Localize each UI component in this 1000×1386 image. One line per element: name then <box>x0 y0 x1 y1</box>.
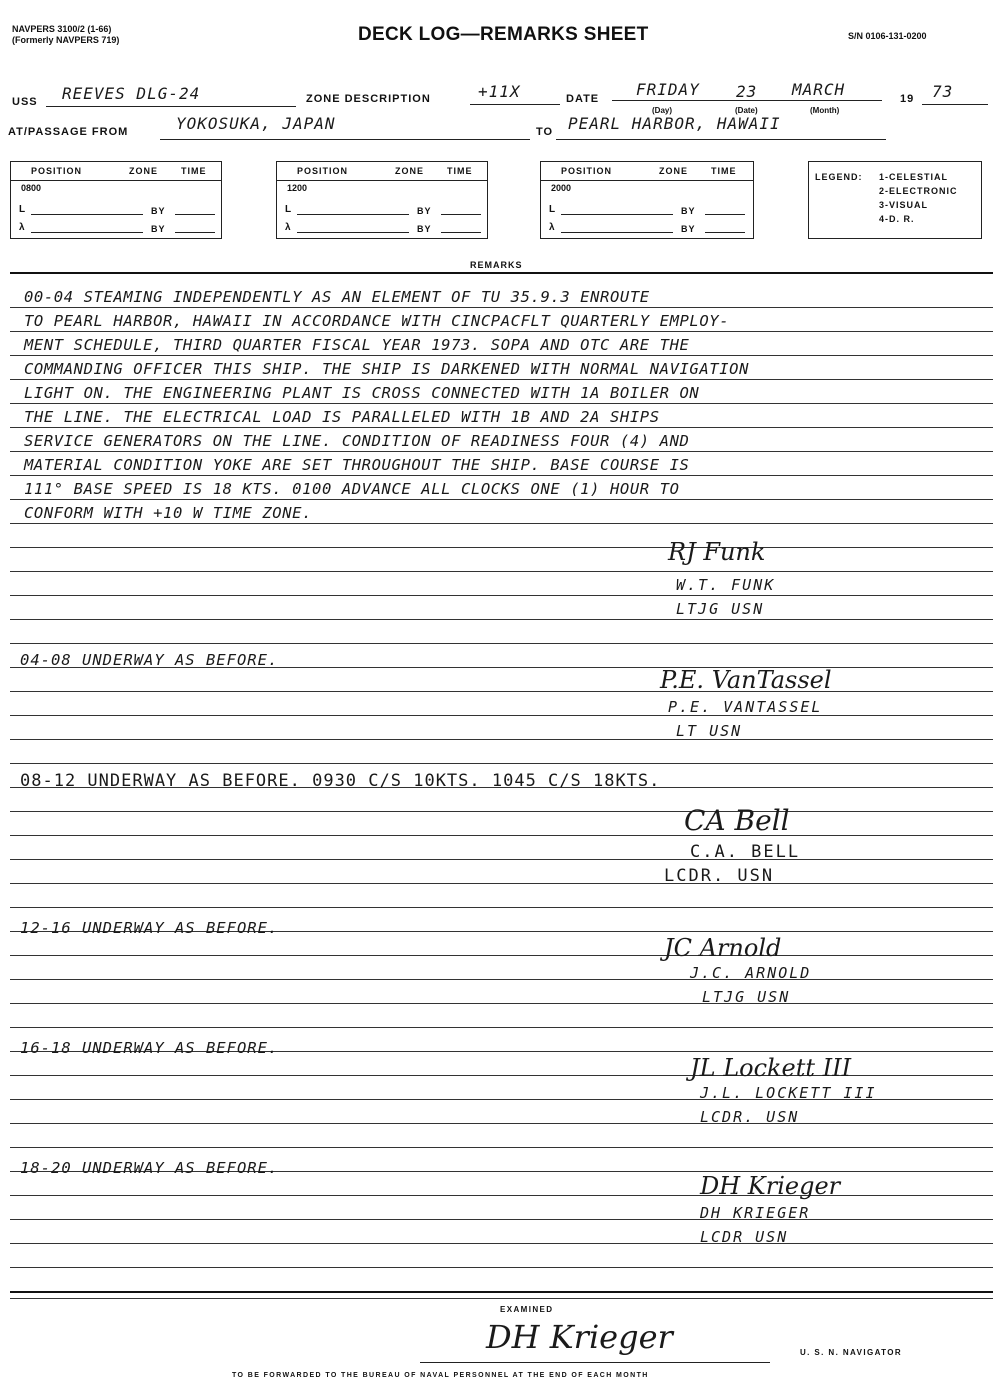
position-time: 1200 <box>287 183 308 193</box>
rule-line <box>10 1123 993 1124</box>
legend-item: 2-ELECTRONIC <box>879 186 958 196</box>
rule-line <box>10 955 993 956</box>
form-number: NAVPERS 3100/2 (1-66) <box>12 24 112 34</box>
day-caption: (Day) <box>652 106 673 115</box>
rule-line <box>10 379 993 380</box>
position-time: 0800 <box>21 183 42 193</box>
rule-line <box>10 355 993 356</box>
latitude-label: L <box>285 204 292 215</box>
examiner-signature-line <box>420 1362 770 1363</box>
year-prefix: 19 <box>900 93 915 105</box>
rule-line <box>10 1003 993 1004</box>
rule-line <box>10 715 993 716</box>
rule-line <box>10 595 993 596</box>
position-header: POSITION <box>561 166 613 176</box>
officer-rank: LCDR. USN <box>664 866 775 886</box>
latitude-line <box>31 214 143 215</box>
by-line <box>175 214 215 215</box>
rule-line <box>10 1219 993 1220</box>
latitude-label: L <box>19 204 26 215</box>
rule-line <box>10 643 993 644</box>
uss-label: USS <box>12 96 38 108</box>
rule-line <box>10 523 993 524</box>
latitude-line <box>297 214 409 215</box>
watch-entry: 18-20 UNDERWAY AS BEFORE. <box>20 1159 279 1177</box>
latitude-label: L <box>549 204 556 215</box>
rule-line <box>10 499 993 500</box>
year-line <box>922 104 988 105</box>
remarks-title: REMARKS <box>470 260 523 270</box>
rule-line <box>10 859 993 860</box>
rule-line <box>10 1298 993 1299</box>
position-box-header <box>277 162 487 181</box>
officer-name: DH KRIEGER <box>700 1204 811 1222</box>
position-time: 2000 <box>551 183 572 193</box>
zone-header: ZONE <box>129 166 159 176</box>
officer-signature: P.E. VanTassel <box>660 666 832 694</box>
longitude-label: λ <box>19 222 25 233</box>
position-header: POSITION <box>31 166 83 176</box>
time-header: TIME <box>181 166 207 176</box>
remarks-line: COMMANDING OFFICER THIS SHIP. THE SHIP IS DARKENED WITH NORMAL NAVIGATION <box>24 360 750 378</box>
date-label: DATE <box>566 93 600 105</box>
passage-from-value: YOKOSUKA, JAPAN <box>176 114 336 133</box>
watch-entry: 12-16 UNDERWAY AS BEFORE. <box>20 919 279 937</box>
remarks-line: CONFORM WITH +10 W TIME ZONE. <box>24 504 313 522</box>
by-label: BY <box>681 224 696 234</box>
month-caption: (Month) <box>810 106 840 115</box>
rule-line <box>10 811 993 812</box>
passage-to-label: TO <box>536 126 554 138</box>
month-value: MARCH <box>792 80 846 99</box>
rule-line <box>10 1147 993 1148</box>
longitude-line <box>561 232 673 233</box>
form-former-number: (Formerly NAVPERS 719) <box>12 35 120 45</box>
officer-signature: JL Lockett III <box>690 1054 852 1082</box>
passage-from-label: AT/PASSAGE FROM <box>8 126 129 138</box>
passage-to-line <box>556 139 886 140</box>
rule-line <box>10 547 993 548</box>
remarks-line: SERVICE GENERATORS ON THE LINE. CONDITION OF READINESS FOUR (4) AND <box>24 432 690 450</box>
position-box-2000 <box>540 161 754 239</box>
rule-line <box>10 1267 993 1268</box>
rule-line <box>10 763 993 764</box>
officer-name: C.A. BELL <box>690 842 801 862</box>
rule-line <box>10 883 993 884</box>
rule-line <box>10 272 993 274</box>
by-label: BY <box>681 206 696 216</box>
officer-name: J.C. ARNOLD <box>690 964 812 982</box>
by-line <box>705 232 745 233</box>
officer-signature: CA Bell <box>684 804 790 837</box>
officer-rank: LT USN <box>676 722 743 740</box>
by-label: BY <box>417 224 432 234</box>
remarks-line: THE LINE. THE ELECTRICAL LOAD IS PARALLELED WITH 1B AND 2A SHIPS <box>24 408 660 426</box>
navigator-label: U. S. N. NAVIGATOR <box>800 1348 903 1357</box>
remarks-line: MENT SCHEDULE, THIRD QUARTER FISCAL YEAR 1973. SOPA AND OTC ARE THE <box>24 336 690 354</box>
zone-header: ZONE <box>395 166 425 176</box>
by-line <box>441 214 481 215</box>
rule-line <box>10 451 993 452</box>
examiner-signature: DH Krieger <box>486 1318 673 1356</box>
legend-item: 1-CELESTIAL <box>879 172 949 182</box>
time-header: TIME <box>447 166 473 176</box>
position-box-0800 <box>10 161 222 239</box>
legend-item: 4-D. R. <box>879 214 915 224</box>
rule-line <box>10 739 993 740</box>
rule-line <box>10 1195 993 1196</box>
remarks-line: TO PEARL HARBOR, HAWAII IN ACCORDANCE WITH CINCPACFLT QUARTERLY EMPLOY- <box>24 312 730 330</box>
remarks-line: 111° BASE SPEED IS 18 KTS. 0100 ADVANCE ALL CLOCKS ONE (1) HOUR TO <box>24 480 680 498</box>
by-line <box>441 232 481 233</box>
rule-line <box>10 907 993 908</box>
watch-entry: 04-08 UNDERWAY AS BEFORE. <box>20 651 279 669</box>
legend-label: LEGEND: <box>815 172 863 182</box>
position-box-header <box>11 162 221 181</box>
forwarding-note: TO BE FORWARDED TO THE BUREAU OF NAVAL PERSONNEL AT THE END OF EACH MONTH <box>232 1372 649 1379</box>
by-line <box>175 232 215 233</box>
officer-rank: LCDR USN <box>700 1228 789 1246</box>
year-value: 73 <box>932 82 954 101</box>
legend-item: 3-VISUAL <box>879 200 929 210</box>
rule-line <box>10 1243 993 1244</box>
rule-line <box>10 427 993 428</box>
legend-box <box>808 161 982 239</box>
ship-name-line <box>46 106 296 107</box>
officer-rank: LTJG USN <box>702 988 791 1006</box>
officer-name: J.L. LOCKETT III <box>700 1084 877 1102</box>
officer-name: P.E. VANTASSEL <box>668 698 823 716</box>
latitude-line <box>561 214 673 215</box>
form-number-block <box>12 24 119 46</box>
officer-rank: LCDR. USN <box>700 1108 800 1126</box>
by-label: BY <box>151 224 166 234</box>
ship-name: REEVES DLG-24 <box>62 84 201 103</box>
rule-line <box>10 475 993 476</box>
passage-to-value: PEARL HARBOR, HAWAII <box>568 114 781 133</box>
rule-line <box>10 835 993 836</box>
rule-line <box>10 331 993 332</box>
watch-entry: 16-18 UNDERWAY AS BEFORE. <box>20 1039 279 1057</box>
zone-description-value: +11X <box>478 82 521 101</box>
longitude-line <box>297 232 409 233</box>
remarks-line: LIGHT ON. THE ENGINEERING PLANT IS CROSS CONNECTED WITH 1A BOILER ON <box>24 384 700 402</box>
page-title: DECK LOG—REMARKS SHEET <box>358 24 649 45</box>
date-caption: (Date) <box>735 106 758 115</box>
serial-number: S/N 0106-131-0200 <box>848 31 927 41</box>
longitude-label: λ <box>285 222 291 233</box>
day-value: FRIDAY <box>636 80 700 99</box>
zone-description-label: ZONE DESCRIPTION <box>306 93 431 105</box>
rule-line <box>10 1291 993 1293</box>
officer-signature: RJ Funk <box>668 538 766 566</box>
rule-line <box>10 403 993 404</box>
date-line <box>612 100 882 101</box>
officer-signature: JC Arnold <box>664 934 782 962</box>
officer-signature: DH Krieger <box>700 1172 841 1200</box>
remarks-line: MATERIAL CONDITION YOKE ARE SET THROUGHOUT THE SHIP. BASE COURSE IS <box>24 456 690 474</box>
by-label: BY <box>417 206 432 216</box>
watch-entry: 08-12 UNDERWAY AS BEFORE. 0930 C/S 10KTS. 1045 C/S 18KTS. <box>20 771 661 791</box>
date-value: 23 <box>736 82 758 101</box>
position-box-1200 <box>276 161 488 239</box>
by-line <box>705 214 745 215</box>
rule-line <box>10 307 993 308</box>
longitude-label: λ <box>549 222 555 233</box>
rule-line <box>10 571 993 572</box>
examined-label: EXAMINED <box>500 1305 554 1314</box>
officer-rank: LTJG USN <box>676 600 765 618</box>
zone-header: ZONE <box>659 166 689 176</box>
zone-line <box>470 104 560 105</box>
rule-line <box>10 979 993 980</box>
remarks-line: 00-04 STEAMING INDEPENDENTLY AS AN ELEMENT OF TU 35.9.3 ENROUTE <box>24 288 650 306</box>
by-label: BY <box>151 206 166 216</box>
rule-line <box>10 619 993 620</box>
position-box-header <box>541 162 753 181</box>
passage-from-line <box>160 139 530 140</box>
longitude-line <box>31 232 143 233</box>
rule-line <box>10 691 993 692</box>
time-header: TIME <box>711 166 737 176</box>
rule-line <box>10 1027 993 1028</box>
officer-name: W.T. FUNK <box>676 576 776 594</box>
position-header: POSITION <box>297 166 349 176</box>
